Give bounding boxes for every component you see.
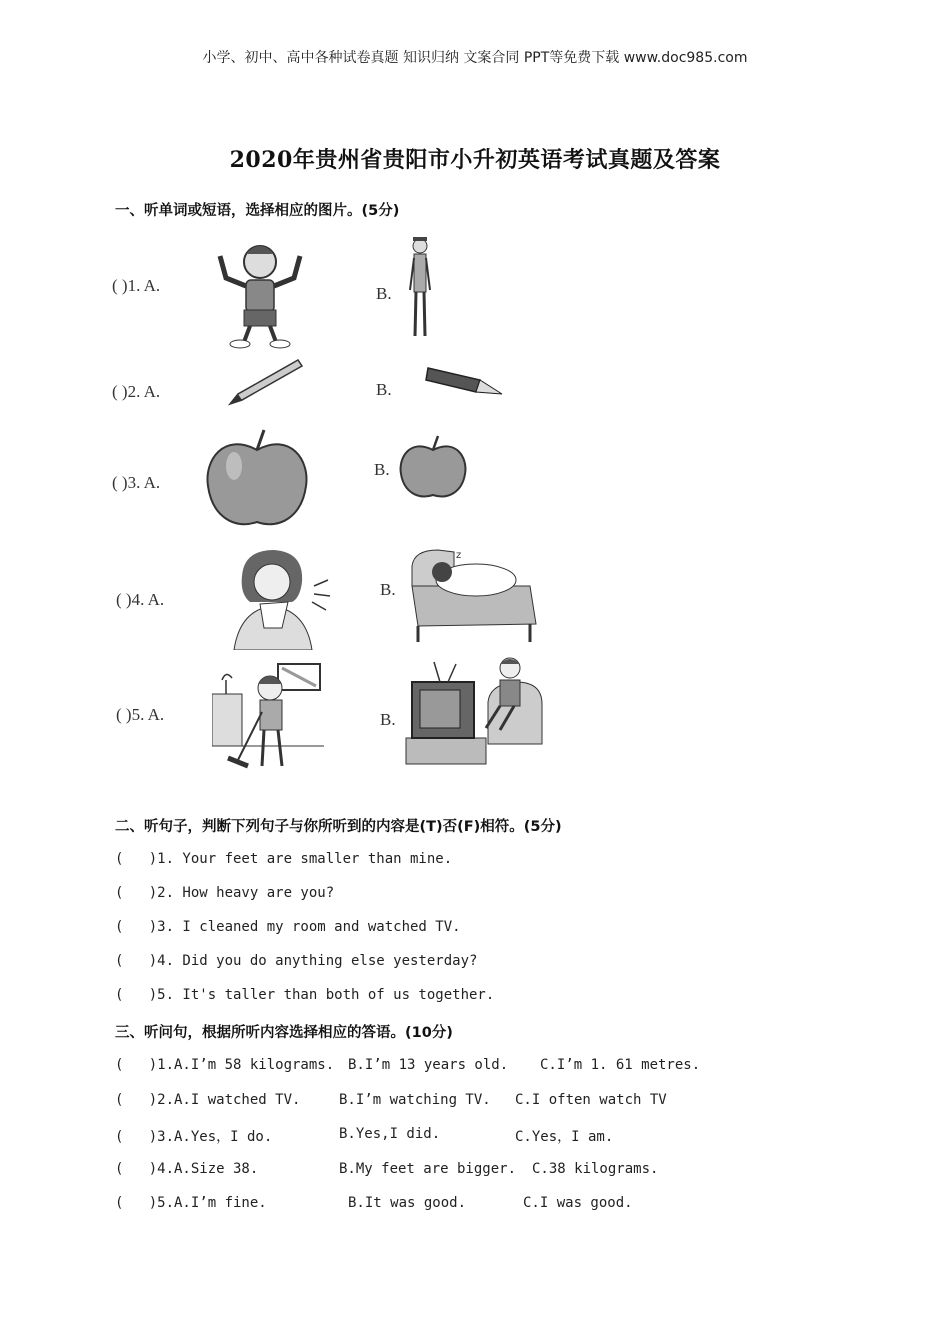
s3-q3-c: C.Yes，I am. xyxy=(515,1129,614,1145)
svg-text:z: z xyxy=(456,550,462,561)
small-apple-icon xyxy=(398,434,468,502)
page-header: 小学、初中、高中各种试卷真题 知识归纳 文案合同 PPT等免费下载 www.doc985.com xyxy=(202,50,748,66)
s3-q4-a: ( )4.A.Size 38. xyxy=(115,1161,259,1177)
s3-q1-c: C.I’m 1. 61 metres. xyxy=(540,1057,701,1073)
watching-tv-icon xyxy=(404,654,546,766)
s3-q1-a: ( )1.A.I’m 58 kilograms. xyxy=(115,1057,335,1073)
short-pencil-icon xyxy=(424,362,506,400)
q1-number: ( )1. A. xyxy=(112,276,161,295)
q4-number: ( )4. A. xyxy=(116,590,165,609)
s3-q5-c: C.I was good. xyxy=(523,1195,633,1211)
q2-option-b: B. xyxy=(376,380,392,399)
strong-boy-icon xyxy=(208,238,308,350)
s3-q3-a: ( )3.A.Yes，I do. xyxy=(115,1129,273,1145)
q2-number: ( )2. A. xyxy=(112,382,161,401)
s2-item-3: ( )3. I cleaned my room and watched TV. xyxy=(115,919,461,935)
section1-heading: 一、听单词或短语，选择相应的图片。(5分) xyxy=(115,203,400,219)
s2-item-1: ( )1. Your feet are smaller than mine. xyxy=(115,851,453,867)
q3-option-b: B. xyxy=(374,460,390,479)
big-apple-icon xyxy=(204,426,310,532)
s2-item-5: ( )5. It's taller than both of us together. xyxy=(115,987,495,1003)
sleeping-child-icon xyxy=(404,546,540,648)
section2-heading: 二、听句子，判断下列句子与你所听到的内容是(T)否(F)相符。(5分) xyxy=(115,819,562,835)
s3-q5-b: B.It was good. xyxy=(348,1195,467,1211)
s3-q3-b: B.Yes,I did. xyxy=(339,1126,441,1142)
s3-q2-c: C.I often watch TV xyxy=(515,1092,667,1108)
s3-q1-b: B.I’m 13 years old. xyxy=(348,1057,509,1073)
thin-man-icon xyxy=(402,236,438,344)
long-pencil-icon xyxy=(226,356,306,408)
s3-q5-a: ( )5.A.I’m fine. xyxy=(115,1195,267,1211)
q4-option-b: B. xyxy=(380,580,396,599)
s3-q4-b: B.My feet are bigger. xyxy=(339,1161,517,1177)
section3-heading: 三、听问句，根据所听内容选择相应的答语。(10分) xyxy=(115,1025,453,1041)
q3-number: ( )3. A. xyxy=(112,473,161,492)
cleaning-girl-icon xyxy=(212,662,324,774)
q5-option-b: B. xyxy=(380,710,396,729)
sneezing-woman-icon xyxy=(220,546,332,650)
s2-item-4: ( )4. Did you do anything else yesterday? xyxy=(115,953,478,969)
q5-number: ( )5. A. xyxy=(116,705,165,724)
page-title: 2020年贵州省贵阳市小升初英语考试真题及答案 xyxy=(229,147,721,173)
s3-q2-a: ( )2.A.I watched TV. xyxy=(115,1092,301,1108)
s2-item-2: ( )2. How heavy are you? xyxy=(115,885,335,901)
s3-q2-b: B.I’m watching TV. xyxy=(339,1092,491,1108)
q1-option-b: B. xyxy=(376,284,392,303)
s3-q4-c: C.38 kilograms. xyxy=(532,1161,659,1177)
